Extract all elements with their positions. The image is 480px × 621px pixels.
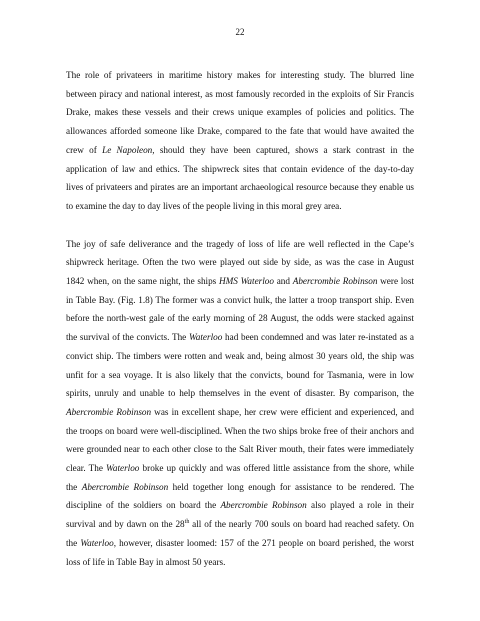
text-run: also played a role in their survival and by dawn on the 28 — [66, 500, 414, 530]
text-run: , however, disaster loomed: 157 of the 271 people on board perished, the worst loss of life in Table Bay in almost 50 years. — [66, 537, 414, 567]
italic-run: Waterloo — [188, 332, 223, 343]
body-text — [66, 66, 414, 571]
italic-run: Waterloo — [106, 463, 140, 474]
text-run: The role of privateers in maritime history makes for interesting study. The blurred line between piracy and national interest, as most famously recorded in the exploits of Sir Francis Drake, makes these vessels and their crews unique examples of policies and politics. The allowances afforded someone like Drake, compared to the fate that would have awaited the crew of — [66, 70, 414, 155]
italic-run: Waterloo — [80, 537, 114, 548]
text-run: should they have been captured, shows a stark contrast in the application of law and ethics. The shipwreck sites that contain evidence of the day-to-day lives of privateers and pirates are an important archaeological resource because they enable us to examine the day to day lives of the people living in this moral grey area. — [66, 144, 414, 211]
text-run: The joy of safe deliverance and the tragedy of loss of life are well reflected in the Cape’s shipwreck heritage. Often the two were played out side by side, as was the case in August 1842 when, on the same night, the ships — [66, 238, 414, 287]
italic-run: Le Napoleon, — [102, 144, 155, 155]
text-run: and — [273, 276, 293, 287]
paragraph — [66, 235, 414, 572]
italic-run: Abercrombie Robinson — [66, 406, 152, 417]
text-run: held together long enough for assistance to be rendered. The discipline of the soldiers on board the — [66, 481, 414, 511]
text-run: all of the nearly 700 souls on board had reached safety. On the — [66, 519, 414, 548]
page-number: 22 — [235, 27, 245, 37]
text-run: broke up quickly and was offered little assistance from the shore, while the — [66, 463, 414, 492]
italic-run: HMS Waterloo — [219, 276, 274, 287]
italic-run: Abercrombie Robinson — [292, 276, 378, 287]
text-run: was in excellent shape, her crew were efficient and experienced, and the troops on board were well-disciplined. When the two ships broke free of their anchors and were grounded near to each other close to the Salt River mouth, their fates were immediately clear. The — [66, 406, 414, 474]
text-run: had been condemned and was later re-instated as a convict ship. The timbers were rotten and weak and, being almost 30 years old, the ship was unfit for a sea voyage. It is also likely that the convicts, bound for Tasmania, were in low spirits, unruly and unable to help themselves in the event of disaster. By comparison, the — [66, 332, 415, 399]
superscript-run: th — [184, 519, 190, 526]
text-run: were lost in Table Bay. (Fig. 1.8) The former was a convict hulk, the latter a troop transport ship. Even before the north-west gale of the early morning of 28 August, the odds were stacked against the survival of the convicts. The — [66, 276, 415, 343]
italic-run: Abercrombie Robinson — [81, 481, 169, 492]
italic-run: Abercrombie Robinson — [220, 500, 307, 511]
paragraph — [66, 66, 414, 216]
